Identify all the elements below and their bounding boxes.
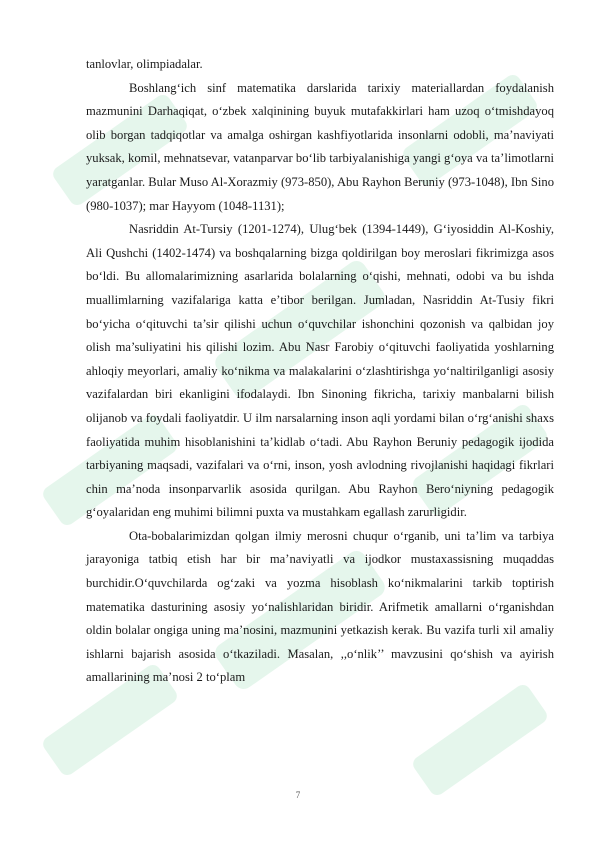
- paragraph: Boshlang‘ich sinf matematika darslarida tarixiy materiallardan foydalanish mazmunini Darhaqiqat, o‘zbek xalqinining buyuk mutafakkirlari ham uzoq o‘tmishdayoq olib borgan tadqiqotlar va amalga oshirgan kashfiyotlarida insonlarni odobli, ma’naviyati yuksak, komil, mehnatsevar, vatanparvar bo‘lib tarbiyalanishiga yangi g‘oya va ta’limotlarni yaratganlar. Bular Muso Al-Xorazmiy (973-850), Abu Rayhon Beruniy (973-1048), Ibn Sino (980-1037); mar Hayyom (1048-1131);: [86, 80, 554, 213]
- paragraph-continued: tanlovlar, olimpiadalar.: [86, 57, 203, 71]
- body-text: [86, 53, 554, 690]
- paragraph: Ota-bobalarimizdan qolgan ilmiy merosni chuqur o‘rganib, uni ta’lim va tarbiya jarayoniga tatbiq etish har bir ma’naviyatli va ijodkor mustaxassisning muqaddas burchidir.O‘quvchilarda og‘zaki va yozma hisoblash ko‘nikmalarini tarkib toptirish matematika dasturining asosiy yo‘nalishlaridan biridir. Arifmetik amallarni o‘rganishdan oldin bolalar ongiga uning ma’nosini, mazmunini yetkazish kerak. Bu vazifa turli xil amaliy ishlarni bajarish asosida o‘tkaziladi. Masalan, ,,o‘nlik’’ mavzusini qo‘shish va ayirish amallarining ma’nosi 2 to‘plam: [86, 528, 554, 685]
- page-number: 7: [295, 790, 301, 800]
- paragraph: Nasriddin At-Tursiy (1201-1274), Ulug‘bek (1394-1449), G‘iyosiddin Al-Koshiy, Ali Qushchi (1402-1474) va boshqalarning bizga qoldirilgan boy meroslari fikrimizga asos bo‘ldi. Bu allomalarimizning asarlarida bolalarning o‘qishi, mehnati, odobi va bu ishda muallimlarning vazifalariga katta e’tibor berilgan. Jumladan, Nasriddin At-Tusiy fikri bo‘yicha o‘qituvchi ta’sir qilishi uchun o‘quvchilar ishonchini qozonish va qalbidan joy olish ma’suliyatini his qilishi lozim. Abu Nasr Farobiy o‘qituvchi faoliyatida yoshlarning ahloqiy meyorlari, amaliy ko‘nikma va malakalarini o‘zlashtirishga yo‘naltirilganligi asosiy vazifalardan biri ekanligini ifodalaydi. Ibn Sinoning fikricha, tarixiy manbalarni bilish olijanob va foydali faoliyatdir. U ilm narsalarning inson aqli yordami bilan o‘rg‘anishi shaxs faoliyatida muhim hisoblanishini ta’kidlab o‘tadi. Abu Rayhon Beruniy pedagogik ijodida tarbiyaning maqsadi, vazifalari va o‘rni, inson, yosh avlodning rivojlanishi haqidagi fikrlari chin ma’noda insonparvarlik asosida qurilgan. Abu Rayhon Bero‘niyning pedagogik g‘oyalaridan eng muhimi bilimni puxta va mustahkam egallash zarurligidir.: [86, 222, 554, 520]
